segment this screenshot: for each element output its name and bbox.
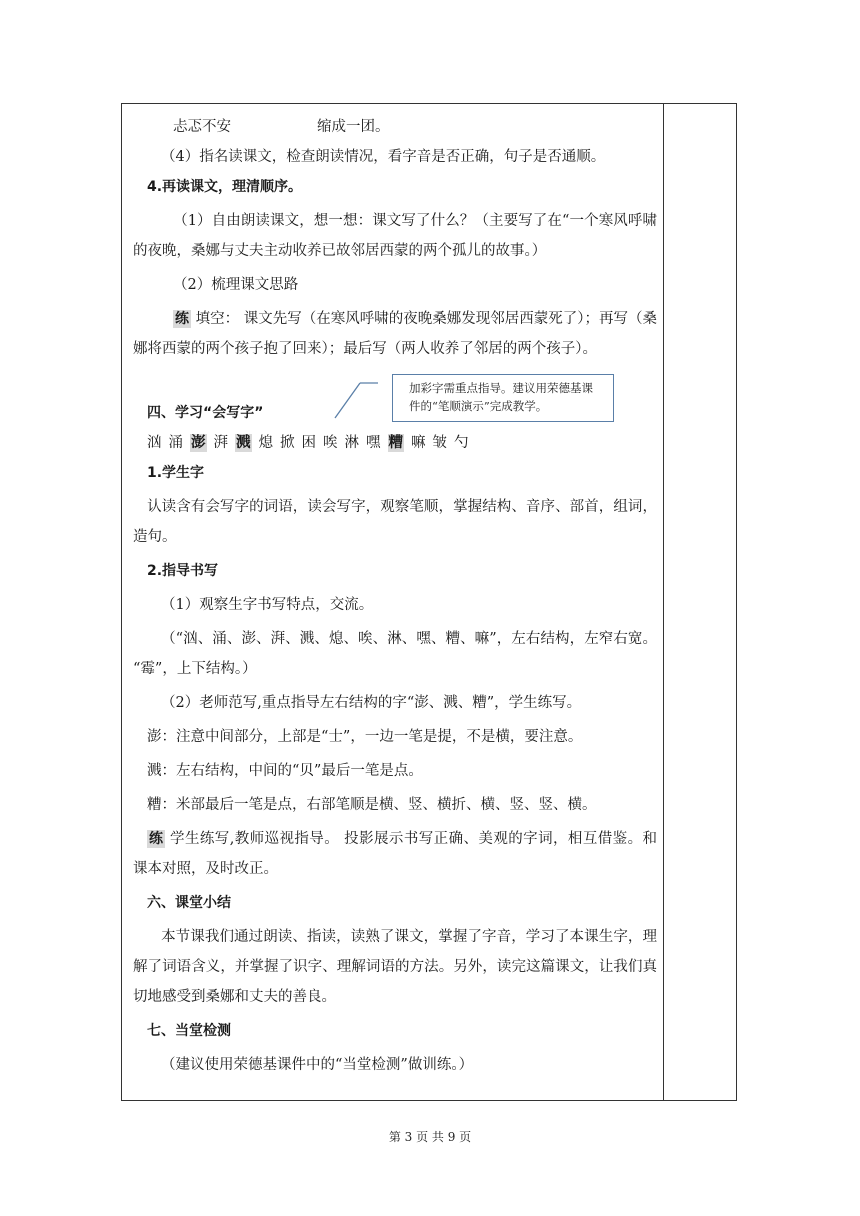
paragraph-test: （建议使用荣德基课件中的“当堂检测”做训练。）: [161, 1057, 474, 1073]
character: 嘿: [366, 435, 381, 451]
character: 勺: [454, 435, 469, 451]
table-column-divider: [663, 103, 664, 1101]
character: 淋: [344, 435, 359, 451]
character-highlight: 糟: [388, 434, 403, 451]
character: 湃: [213, 435, 228, 451]
section-heading-2: 2.指导书写: [147, 563, 219, 579]
paragraph-fill-blank: 练 填空： 课文先写（在寒风呼啸的夜晚桑娜发现邻居西蒙死了）；再写（桑娜将西蒙的两个孩子抱了回来）；最后写（两人收养了邻居的两个孩子）。: [133, 311, 657, 357]
paragraph-read-again: （1）自由朗读课文，想一想：课文写了什么？（主要写了在“一个寒风呼啸的夜晚，桑娜与丈夫主动收养已故邻居西蒙的两个孤儿的故事。）: [133, 213, 657, 259]
character: 皱: [432, 435, 447, 451]
paragraph-practice: 练 学生练写,教师巡视指导。 投影展示书写正确、美观的字词，相互借鉴。和课本对照，及时改正。: [133, 831, 657, 877]
vocab-line: [133, 112, 657, 142]
paragraph-teacher-demo: （2）老师范写,重点指导左右结构的字“澎、溅、糟”，学生练写。: [161, 695, 582, 711]
character: 涌: [168, 435, 183, 451]
practice-badge: 练: [175, 311, 189, 327]
vocab-word: 忐忑不安: [173, 119, 231, 135]
character-highlight: 澎: [191, 434, 206, 451]
paragraph-zao: 糟：米部最后一笔是点，右部笔顺是横、竖、横折、横、竖、竖、横。: [147, 797, 597, 813]
section-heading-six: 六、课堂小结: [147, 895, 231, 911]
practice-badge: 练: [149, 831, 163, 847]
paragraph-learn-characters: 认读含有会写字的词语，读会写字，观察笔顺，掌握结构、音序、部首，组词，造句。: [133, 499, 657, 545]
teaching-note-callout: 加彩字需重点指导。建议用荣德基课件的“笔顺演示”完成教学。: [392, 374, 614, 422]
character-highlight: 溅: [236, 434, 251, 451]
section-heading-four: 四、学习“会写字”: [147, 405, 264, 421]
section-heading-4: 4.再读课文，理清顺序。: [147, 179, 303, 195]
paragraph-summary: 本节课我们通过朗读、指读，读熟了课文，掌握了字音，学习了本课生字，理解了词语含义，并掌握了识字、理解词语的方法。另外，读完这篇课文，让我们真切地感受到桑娜和丈夫的善良。: [133, 929, 657, 1005]
character: 熄: [258, 435, 273, 451]
writing-characters: [133, 428, 657, 458]
section-heading-seven: 七、当堂检测: [147, 1023, 231, 1039]
lesson-content: [133, 112, 657, 1080]
step-4-read: （4）指名读课文，检查朗读情况，看字音是否正确，句子是否通顺。: [161, 149, 606, 165]
paragraph-structure: （“汹、涌、澎、湃、溅、熄、唉、淋、嘿、糟、嘛”，左右结构，左窄右宽。 “霉”，上下结构。）: [133, 631, 657, 677]
paragraph-observe: （1）观察生字书写特点，交流。: [161, 597, 374, 613]
page-footer: 第 3 页 共 9 页: [388, 1130, 472, 1144]
vocab-word: 缩成一团。: [317, 119, 390, 135]
paragraph-jian: 溅：左右结构，中间的“贝”最后一笔是点。: [147, 763, 423, 779]
section-heading-1: 1.学生字: [147, 465, 205, 481]
paragraph-outline: （2）梳理课文思路: [173, 277, 299, 293]
paragraph-peng: 澎：注意中间部分，上部是“士”，一边一笔是提，不是横，要注意。: [147, 729, 583, 745]
character: 嘛: [411, 435, 426, 451]
character: 困: [301, 435, 316, 451]
character: 掀: [280, 435, 295, 451]
character: 汹: [147, 435, 162, 451]
character: 唉: [323, 435, 338, 451]
